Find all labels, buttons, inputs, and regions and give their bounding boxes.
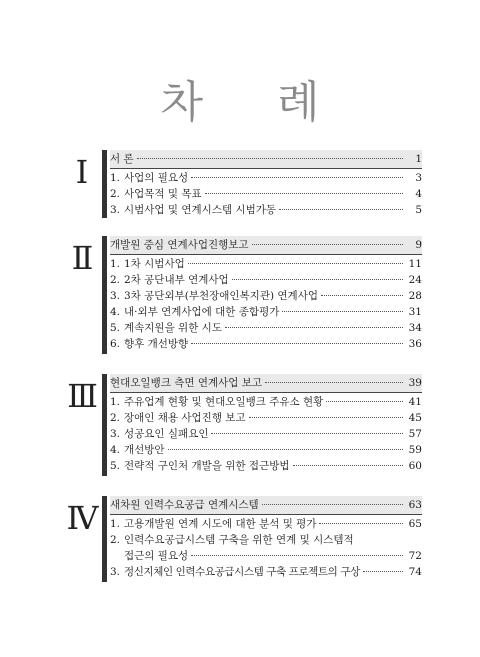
leader-dots bbox=[363, 571, 403, 572]
toc-entry[interactable] bbox=[110, 304, 422, 320]
entry-text: 사업의 필요성 bbox=[124, 172, 189, 184]
toc-section-heading[interactable] bbox=[110, 150, 422, 169]
toc-entry[interactable] bbox=[110, 516, 422, 532]
page-number: 45 bbox=[408, 412, 422, 424]
toc-section-2 bbox=[62, 236, 422, 356]
heading-text: 현대오일뱅크 측면 연계사업 보고 bbox=[110, 377, 263, 389]
entry-text: 1차 시범사업 bbox=[124, 258, 185, 270]
leader-dots bbox=[265, 382, 403, 383]
page-number: 9 bbox=[415, 239, 422, 251]
toc-entry[interactable] bbox=[110, 532, 422, 548]
leader-dots bbox=[249, 417, 403, 418]
entry-number: 1. bbox=[110, 172, 121, 184]
page-number: 74 bbox=[408, 566, 422, 578]
entry-number: 2. bbox=[110, 412, 121, 424]
page-number: 3 bbox=[415, 172, 422, 184]
entry-text: 2차 공단내부 연계사업 bbox=[124, 274, 229, 286]
page-number: 34 bbox=[408, 322, 422, 334]
page-number: 57 bbox=[408, 428, 422, 440]
leader-dots bbox=[211, 433, 403, 434]
section-bar bbox=[102, 374, 107, 476]
toc-entry-continued[interactable] bbox=[110, 548, 422, 564]
leader-dots bbox=[191, 177, 403, 178]
toc-entry[interactable] bbox=[110, 202, 422, 218]
entry-text: 3차 공단외부(부천장애인복지관) 연계사업 bbox=[124, 290, 318, 302]
page-number: 36 bbox=[408, 338, 422, 350]
leader-dots bbox=[232, 279, 403, 280]
entry-text: 개선방안 bbox=[124, 444, 165, 456]
heading-text: 개발원 중심 연계사업진행보고 bbox=[110, 239, 249, 251]
page-number: 1 bbox=[415, 153, 422, 165]
toc-section-1 bbox=[62, 150, 422, 220]
entry-text: 정신지체인 인력수요공급시스템 구축 프로젝트의 구상 bbox=[124, 566, 360, 578]
toc-entry[interactable] bbox=[110, 426, 422, 442]
leader-dots bbox=[293, 465, 404, 466]
page-number: 72 bbox=[408, 550, 422, 562]
toc-entry[interactable] bbox=[110, 394, 422, 410]
entry-text: 고용개발원 연계 시도에 대한 분석 및 평가 bbox=[124, 518, 317, 530]
entry-number: 1. bbox=[110, 396, 121, 408]
page-number: 65 bbox=[408, 518, 422, 530]
leader-dots bbox=[225, 327, 403, 328]
section-numeral: Ⅱ bbox=[71, 239, 93, 277]
page-number: 11 bbox=[408, 258, 422, 270]
section-numeral: Ⅳ bbox=[66, 499, 98, 537]
page-number: 59 bbox=[408, 444, 422, 456]
entry-text: 접근의 필요성 bbox=[124, 550, 189, 562]
section-bar bbox=[102, 496, 107, 582]
page-title: 차 례 bbox=[160, 77, 350, 128]
leader-dots bbox=[188, 263, 403, 264]
entry-number: 3. bbox=[110, 290, 121, 302]
section-bar bbox=[102, 236, 107, 354]
leader-dots bbox=[282, 311, 403, 312]
section-bar bbox=[102, 150, 107, 218]
toc-section-heading[interactable] bbox=[110, 374, 422, 393]
leader-dots bbox=[191, 343, 403, 344]
entry-number: 4. bbox=[110, 306, 121, 318]
entry-text: 장애인 채용 사업진행 보고 bbox=[124, 412, 246, 424]
leader-dots bbox=[326, 401, 403, 402]
toc-entry[interactable] bbox=[110, 288, 422, 304]
entry-text: 향후 개선방향 bbox=[124, 338, 189, 350]
entry-text: 성공요인 실패요인 bbox=[124, 428, 209, 440]
leader-dots bbox=[279, 209, 403, 210]
entry-number: 1. bbox=[110, 518, 121, 530]
entry-text: 전략적 구인처 개발을 위한 접근방법 bbox=[124, 460, 290, 472]
entry-number: 2. bbox=[110, 274, 121, 286]
entry-number: 5. bbox=[110, 322, 121, 334]
entry-text: 사업목적 및 목표 bbox=[124, 188, 202, 200]
entry-text: 계속지원을 위한 시도 bbox=[124, 322, 222, 334]
heading-text: 새차원 인력수요공급 연계시스템 bbox=[110, 499, 259, 511]
toc-entry[interactable] bbox=[110, 320, 422, 336]
toc-entry[interactable] bbox=[110, 256, 422, 272]
toc-entry[interactable] bbox=[110, 336, 422, 352]
entry-text: 내·외부 연계사업에 대한 종합평가 bbox=[124, 306, 280, 318]
page-number: 63 bbox=[408, 499, 422, 511]
page-number: 5 bbox=[415, 204, 422, 216]
toc-entry[interactable] bbox=[110, 458, 422, 474]
toc-entry[interactable] bbox=[110, 442, 422, 458]
section-numeral: Ⅲ bbox=[67, 377, 97, 415]
toc-entry[interactable] bbox=[110, 564, 422, 580]
leader-dots bbox=[191, 555, 403, 556]
entry-number: 3. bbox=[110, 204, 121, 216]
toc-section-heading[interactable] bbox=[110, 236, 422, 255]
leader-dots bbox=[252, 244, 403, 245]
toc-section-3 bbox=[62, 374, 422, 478]
page-number: 4 bbox=[415, 188, 422, 200]
toc-section-4 bbox=[62, 496, 422, 584]
entry-number: 6. bbox=[110, 338, 121, 350]
page-number: 60 bbox=[408, 460, 422, 472]
leader-dots bbox=[262, 504, 403, 505]
leader-dots bbox=[321, 295, 403, 296]
entry-number: 3. bbox=[110, 566, 121, 578]
page-number: 41 bbox=[408, 396, 422, 408]
entry-number: 4. bbox=[110, 444, 121, 456]
toc-section-heading[interactable] bbox=[110, 496, 422, 515]
entry-number: 5. bbox=[110, 460, 121, 472]
toc-entry[interactable] bbox=[110, 272, 422, 288]
page-number: 28 bbox=[408, 290, 422, 302]
entry-number: 3. bbox=[110, 428, 121, 440]
toc-entry[interactable] bbox=[110, 170, 422, 186]
leader-dots bbox=[319, 523, 403, 524]
heading-text: 서 론 bbox=[110, 153, 134, 165]
page-number: 39 bbox=[408, 377, 422, 389]
entry-text: 시범사업 및 연계시스템 시범가동 bbox=[124, 204, 277, 216]
entry-text: 주유업계 현황 및 현대오일뱅크 주유소 현황 bbox=[124, 396, 324, 408]
page-number: 31 bbox=[408, 306, 422, 318]
leader-dots bbox=[205, 193, 403, 194]
entry-number: 2. bbox=[110, 534, 121, 546]
section-numeral: Ⅰ bbox=[75, 153, 89, 191]
entry-text: 인력수요공급시스템 구축을 위한 연계 및 시스템적 bbox=[124, 534, 354, 546]
entry-number: 2. bbox=[110, 188, 121, 200]
leader-dots bbox=[168, 449, 403, 450]
toc-entry[interactable] bbox=[110, 186, 422, 202]
entry-number: 1. bbox=[110, 258, 121, 270]
leader-dots bbox=[137, 158, 403, 159]
toc-entry[interactable] bbox=[110, 410, 422, 426]
page-number: 24 bbox=[408, 274, 422, 286]
